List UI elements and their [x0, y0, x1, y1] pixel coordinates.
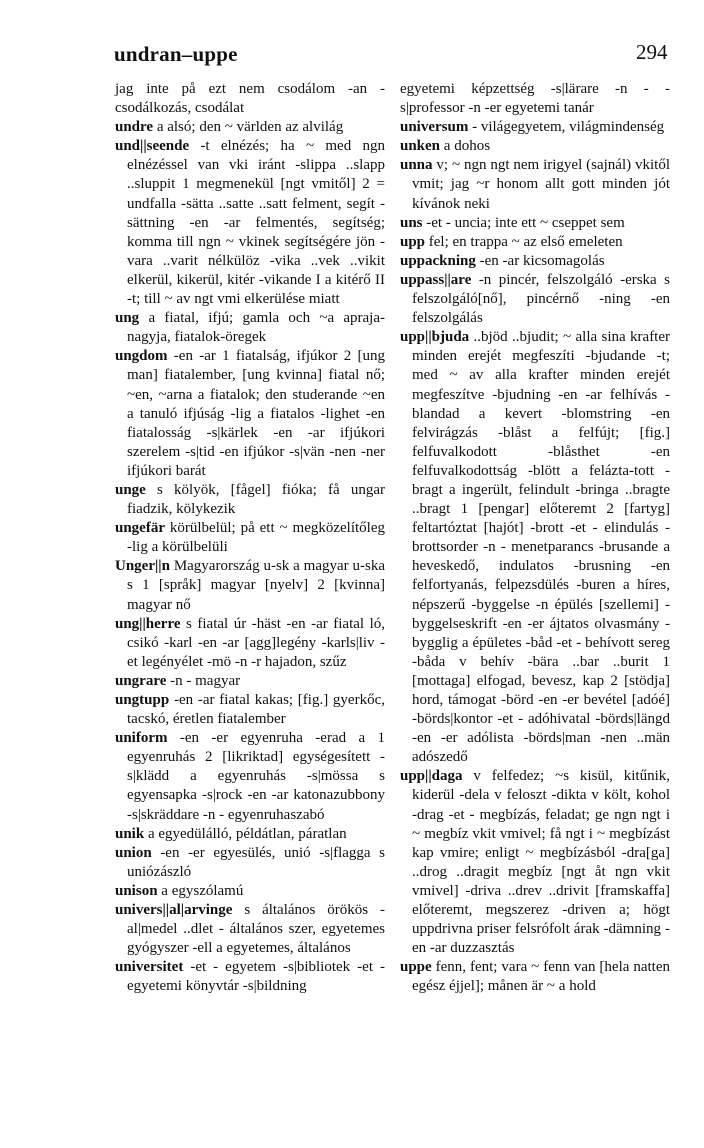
entry-headword: ungtupp: [115, 692, 170, 708]
dictionary-entry: [115, 958, 385, 996]
dictionary-entry: [400, 958, 670, 996]
entry-definition: -en -ar 1 fiatalság, ifjúkor 2 [ung man] fiatalember, [ung kvinna] fiatal nő; ~en, ~arna a fiatalok; den studerande ~en a tanuló ifjúság -lig a fiatalos -lighet -en fiatalosság -s|kärlek -en -ar ifjúkori szerelem -s|tid -en ifjúkor -s|vän -nen -ner ifjúkori barát: [127, 348, 386, 479]
entry-definition: a dohos: [443, 138, 491, 155]
entry-definition: s általános örökös -al|medel ..dlet - általános szer, egyetemes gyógyszer -ell a egyetemes, általános: [127, 902, 386, 957]
dictionary-entry: [115, 137, 385, 309]
entry-headword: unge: [115, 481, 146, 498]
dictionary-entry: [400, 767, 670, 958]
entry-headword: ungefär: [115, 520, 165, 537]
dictionary-entry: [115, 882, 385, 901]
dictionary-entry: [115, 844, 385, 882]
entry-headword: ungdom: [115, 348, 168, 365]
entry-definition: ..bjöd ..bjudit; ~ alla sina krafter minden erejét megfeszíti -bjudande -t; med ~ av alla krafter minden erejét megfeszítve -bjudning -en -ar felhívás -blandad a kevert -blomstring -en felvirágzás -blåst a felfújt; [fig.] felfuvalkodott -blåsthet -en felfuvalkodottság -blött a felázta-tott -bragt a ingerült, felindult -bringa ..bragte ..bragt 1 [pengar] előteremt 2 [fartyg] feltartóztat [hajót] -brott -et - elindulás -brottsorder -n - menetparancs -brusande a heveskedő, indulatos -brusning -en felfortyanás, felpezsdülés -buren a híres, népszerű -byggelse -n épülés [szellemi] -byggelseskrift -en -er ájtatos olvasmány -bygglig a épületes -båd -et - behívott sereg -båda v behív -bära ..bar ..burit 1 [mottaga] elfogad, bevesz, kap 2 [stödja] hord, támogat -börd -en -er bevétel [adóé] -börds|kontor -et - adóhivatal -börds|längd -en -er adólista -börds|man -nen ..män adószedő: [412, 329, 671, 766]
entry-headword: unison: [115, 882, 158, 899]
entry-definition: -t elnézés; ha ~ med ngn elnézéssel van vki iránt -slippa ..slapp ..sluppit 1 megmenekül [ngt vmitől] 2 = undfalla -sätta ..satte ..satt felment, segít -sättning -en -ar felmentés, segítség; komma till ngn ~ vkinek segítségére jön -vara ..varit nélkülöz -vika ..vek ..vikit elkerül, kikerül, kitér -vikande I a kitérő II -t; till ~ av ngt vmi elkerülése miatt: [127, 138, 385, 308]
entry-headword: uniform: [115, 730, 168, 747]
dictionary-entry: [400, 156, 670, 213]
entry-definition: -en -ar kicsomagolás: [479, 252, 605, 269]
entry-headword: unik: [115, 825, 145, 842]
entry-headword: uppe: [400, 959, 432, 976]
dictionary-entry: [115, 557, 385, 614]
entry-definition: fel; en trappa ~ az első emeleten: [428, 233, 623, 250]
entry-definition: -en -er egyenruha -erad a 1 egyenruhás 2 [likriktad] egységesített -s|klädd a egyenruhás -s|mössa s egyensapka -s|rock -en -ar katonazubbony -s|skräddare -n - egyenruhaszabó: [127, 730, 386, 823]
entry-definition: fenn, fent; vara ~ fenn van [hela natten egész éjjel]; månen är ~ a hold: [412, 959, 670, 995]
entry-definition: a alsó; den ~ världen az alvilág: [156, 119, 344, 136]
entry-definition: -n pincér, felszolgáló -erska s felszolgáló[nő], pincérnő -ning -en felszolgálás: [412, 271, 670, 327]
entry-definition: -n - magyar: [170, 672, 241, 689]
entry-headword: uppass||are: [400, 271, 472, 288]
dictionary-entry: [115, 309, 385, 347]
dictionary-entry: [115, 615, 385, 672]
entry-headword: ung: [115, 310, 140, 327]
entry-headword: undre: [115, 119, 154, 136]
entry-headword: ung||herre: [115, 615, 181, 632]
dictionary-entry: [115, 347, 385, 481]
dictionary-entry: [400, 252, 670, 271]
dictionary-entry: [115, 672, 385, 691]
dictionary-entry: [400, 271, 670, 328]
entry-headword: universum: [400, 119, 469, 136]
dictionary-entry: [115, 901, 385, 958]
dictionary-entry: [115, 729, 385, 824]
entry-headword: uppackning: [400, 252, 476, 269]
entry-definition: -et - uncia; inte ett ~ cseppet sem: [426, 214, 625, 231]
entry-headword: unken: [400, 138, 441, 155]
entry-headword: upp||daga: [400, 768, 463, 785]
entry-definition: -en -ar fiatal kakas; [fig.] gyerkőc, tacskó, éretlen fiatalember: [127, 692, 385, 728]
right-column: [400, 80, 670, 997]
entry-headword: upp: [400, 233, 426, 250]
entry-headword: upp||bjuda: [400, 329, 470, 346]
dictionary-entry: [400, 137, 670, 156]
dictionary-entry: [115, 481, 385, 519]
entry-headword: unna: [400, 157, 433, 174]
entry-definition: a egyszólamú: [161, 882, 244, 899]
dictionary-entry: [400, 214, 670, 233]
entry-headword: und||seende: [115, 138, 190, 155]
entry-definition: s kölyök, [fågel] fióka; få ungar fiadzik, kölykezik: [127, 481, 385, 518]
entry-definition: - világegyetem, világmindenség: [472, 119, 665, 136]
entry-definition: körülbelül; på ett ~ megközelítőleg -lig a körülbelüli: [127, 520, 385, 556]
dictionary-entry: [115, 519, 385, 557]
dictionary-entry: [115, 80, 385, 118]
entry-headword: union: [115, 844, 152, 861]
dictionary-entry: [400, 118, 670, 137]
entry-headword: universitet: [115, 959, 184, 976]
dictionary-entry: [400, 233, 670, 252]
entry-headword: univers||al|arvinge: [115, 902, 233, 919]
entry-headword: Unger||n: [115, 558, 170, 575]
left-column: [115, 80, 385, 997]
page-header-title: undran–uppe: [114, 42, 238, 66]
entry-headword: ungrare: [115, 672, 167, 689]
page-number: 294: [636, 40, 668, 64]
entry-headword: uns: [400, 214, 423, 231]
dictionary-entry: [115, 691, 385, 729]
entry-definition: Magyarország u-sk a magyar u-ska s 1 [språk] magyar [nyelv] 2 [kvinna] magyar nő: [127, 558, 385, 613]
entry-definition: a egyedülálló, példátlan, páratlan: [147, 825, 347, 842]
entry-definition: a fiatal, ifjú; gamla och ~a apraja-nagyja, fiatalok-öregek: [127, 310, 386, 346]
entry-definition: v; ~ ngn ngt nem irigyel (sajnál) vkitől vmit; jag ~r honom allt gott minden jót kívánok neki: [412, 157, 670, 212]
dictionary-entry: [115, 825, 385, 844]
dictionary-entry: [400, 328, 670, 767]
entry-definition: -et - egyetem -s|bibliotek -et - egyetemi könyvtár -s|bildning: [127, 959, 385, 995]
dictionary-entry: [400, 80, 670, 118]
entry-definition: egyetemi képzettség -s|lärare -n - -s|professor -n -er egyetemi tanár: [400, 81, 670, 117]
entry-definition: s fiatal úr -häst -en -ar fiatal ló, csikó -karl -en -ar [agg]legény -karls|liv -et legényélet -mö -n -r hajadon, szűz: [127, 615, 386, 670]
entry-definition: v felfedez; ~s kisül, kitűnik, kiderül -dela v feloszt -dikta v költ, kohol -drag -et - megbízás, feladat; ge ngn ngt i ~ megbíz vkit vmivel; få ngt i ~ megbízást kap vmire; enligt ~ megbízásból -dra[ga] ..drog ..dragit megbíz [ngt åt ngn vkit vmivel] -driva ..drev ..drivit [framskaffa] előteremt, megszerez -driven a; högt uppdrivna priser felsrófolt árak -dämning -en -ar duzzasztás: [412, 768, 670, 957]
dictionary-entry: [115, 118, 385, 137]
entry-definition: -en -er egyesülés, unió -s|flagga s uniózászló: [127, 844, 386, 880]
entry-definition: jag inte på ezt nem csodálom -an - csodálkozás, csodálat: [115, 81, 385, 117]
